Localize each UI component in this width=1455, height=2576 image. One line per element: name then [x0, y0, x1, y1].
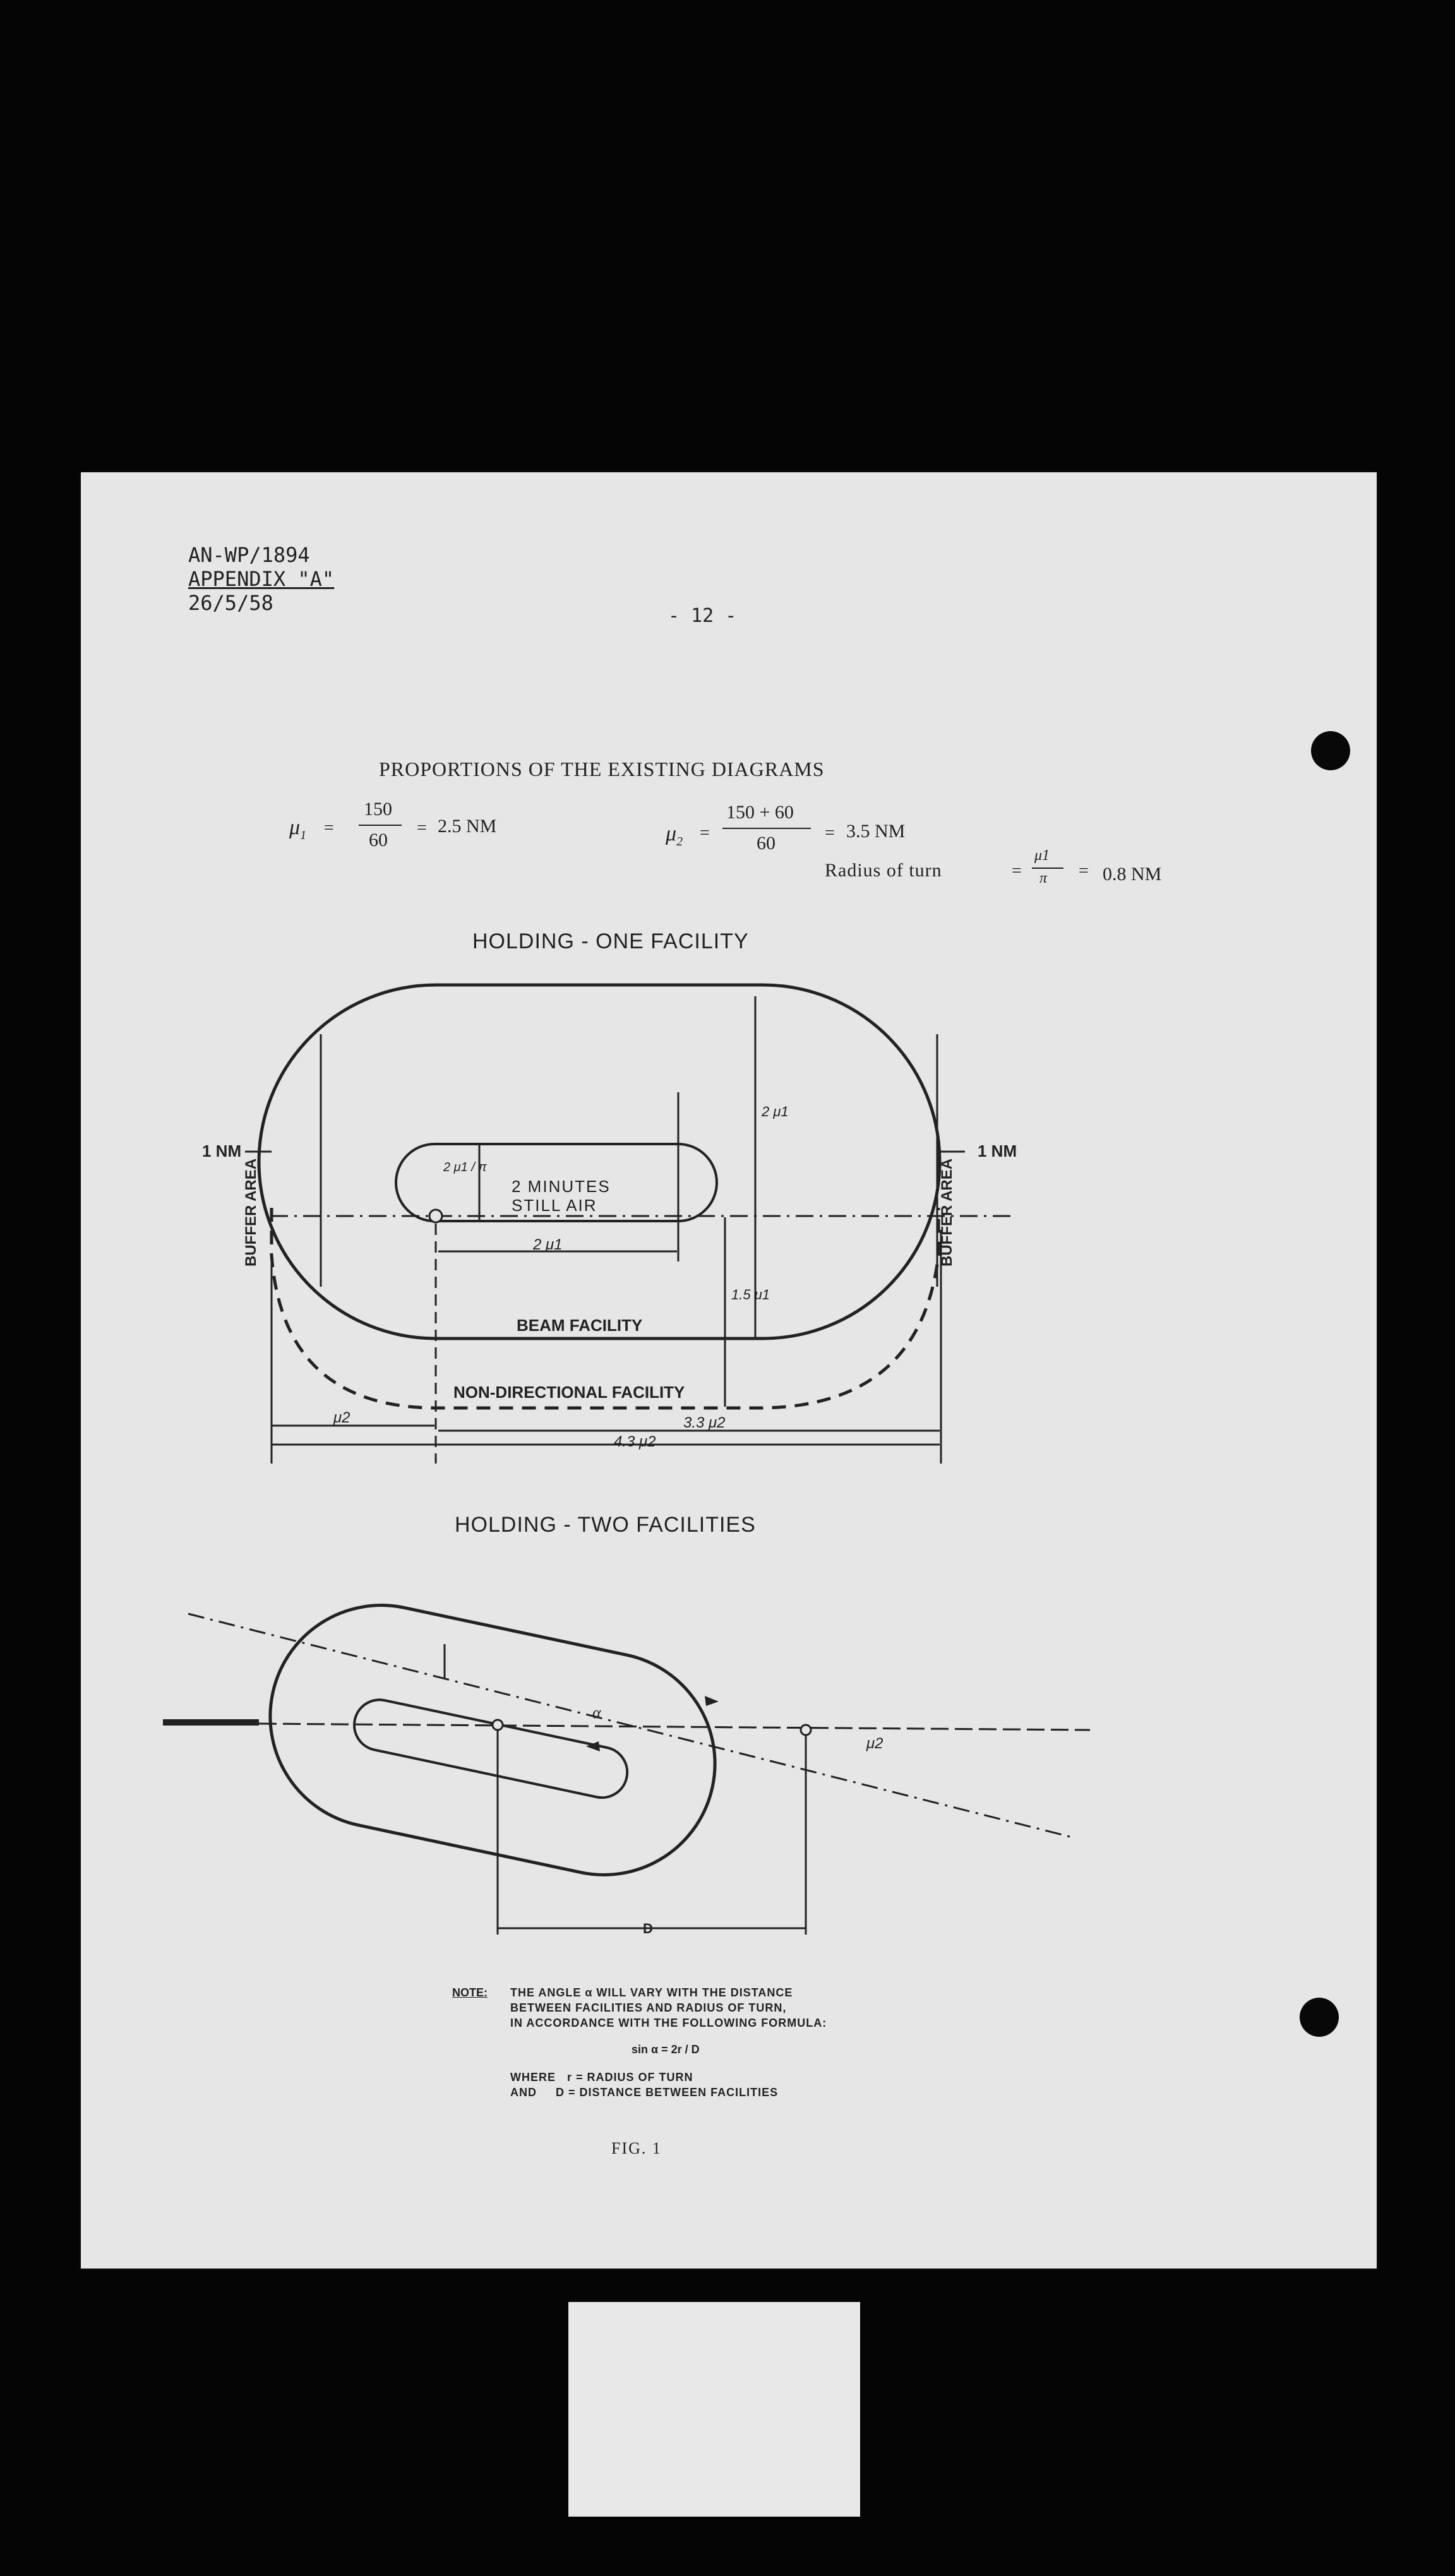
- mu2-symbol: $\mu_2$: [666, 822, 683, 849]
- equals-sign: =: [1012, 861, 1022, 881]
- dim-mu2-label: μ2: [333, 1409, 350, 1426]
- radius-result: 0.8 NM: [1103, 864, 1162, 885]
- figure-caption: FIG. 1: [611, 2139, 662, 2157]
- mu2-label: μ2: [866, 1735, 883, 1752]
- mu1-denominator: 60: [369, 830, 388, 850]
- outer-racetrack-2: [249, 1585, 736, 1895]
- note-line-2: BETWEEN FACILITIES AND RADIUS OF TURN,: [510, 2001, 787, 2014]
- ndb-label: NON-DIRECTIONAL FACILITY: [453, 1383, 685, 1402]
- dim-inner-length-label: 2 μ1: [533, 1236, 563, 1253]
- note-where-1: WHERE r = RADIUS OF TURN: [510, 2071, 693, 2084]
- equals-sign: =: [324, 818, 334, 838]
- facility-b: [801, 1725, 811, 1735]
- figure2-title: HOLDING - TWO FACILITIES: [455, 1513, 756, 1537]
- facility-a: [493, 1720, 503, 1730]
- appendix-label: APPENDIX "A": [188, 567, 335, 591]
- mu2-result: 3.5 NM: [846, 821, 906, 842]
- inner-text-2: STILL AIR: [512, 1196, 597, 1215]
- dim-3-3-label: 3.3 μ2: [683, 1414, 726, 1431]
- note-formula: sin α = 2r / D: [632, 2043, 700, 2056]
- note-where-2: AND D = DISTANCE BETWEEN FACILITIES: [510, 2086, 779, 2099]
- mu2-numerator: 150 + 60: [726, 802, 794, 823]
- inner-racetrack-2: [350, 1695, 632, 1803]
- horizontal-course: [259, 1724, 1090, 1730]
- doc-date: 26/5/58: [188, 591, 273, 615]
- radius-label: Radius of turn: [825, 860, 942, 881]
- dim-4-3-label: 4.3 μ2: [614, 1433, 656, 1450]
- note-label: NOTE:: [452, 1986, 488, 1999]
- radius-numerator: μ1: [1034, 847, 1050, 864]
- arrow-right-head: [705, 1696, 719, 1706]
- beam-facility-label: BEAM FACILITY: [517, 1316, 643, 1335]
- document-page: [81, 472, 1377, 2269]
- radius-denominator: π: [1039, 870, 1048, 886]
- alpha-label: α: [592, 1703, 601, 1722]
- note-line-3: IN ACCORDANCE WITH THE FOLLOWING FORMULA:: [510, 2017, 827, 2029]
- dim-inner-height-label: 2 μ1 / π: [443, 1160, 487, 1174]
- mu1-symbol: $\mu_1$: [289, 816, 307, 842]
- inner-text-1: 2 MINUTES: [512, 1177, 611, 1196]
- mu1-numerator: 150: [364, 799, 392, 820]
- figure1-title: HOLDING - ONE FACILITY: [472, 929, 749, 953]
- dim-outer-half-label: 2 μ1: [762, 1104, 789, 1119]
- mu2-denominator: 60: [757, 833, 775, 854]
- equals-sign: =: [700, 823, 710, 843]
- one-nm-right: 1 NM: [978, 1142, 1017, 1160]
- page-number: - 12 -: [668, 605, 737, 627]
- doc-reference: AN-WP/1894: [188, 543, 310, 567]
- equals-sign: =: [1079, 861, 1089, 881]
- equals-sign: =: [825, 823, 835, 843]
- buffer-area-right: BUFFER AREA: [938, 1158, 955, 1267]
- mu1-result: 2.5 NM: [438, 816, 497, 837]
- note-line-1: THE ANGLE α WILL VARY WITH THE DISTANCE: [510, 1986, 793, 1999]
- proportions-title: PROPORTIONS OF THE EXISTING DIAGRAMS: [379, 758, 825, 780]
- buffer-area-left: BUFFER AREA: [242, 1158, 260, 1267]
- binder-hole-top: [1311, 731, 1350, 770]
- equals-sign: =: [417, 818, 427, 838]
- dim-lower-label: 1.5 μ1: [731, 1287, 770, 1303]
- d-label: D: [643, 1921, 653, 1936]
- binder-hole-bottom: [1300, 1998, 1339, 2037]
- blank-card: [568, 2302, 860, 2517]
- angled-course: [188, 1614, 1072, 1837]
- one-nm-left: 1 NM: [202, 1142, 242, 1160]
